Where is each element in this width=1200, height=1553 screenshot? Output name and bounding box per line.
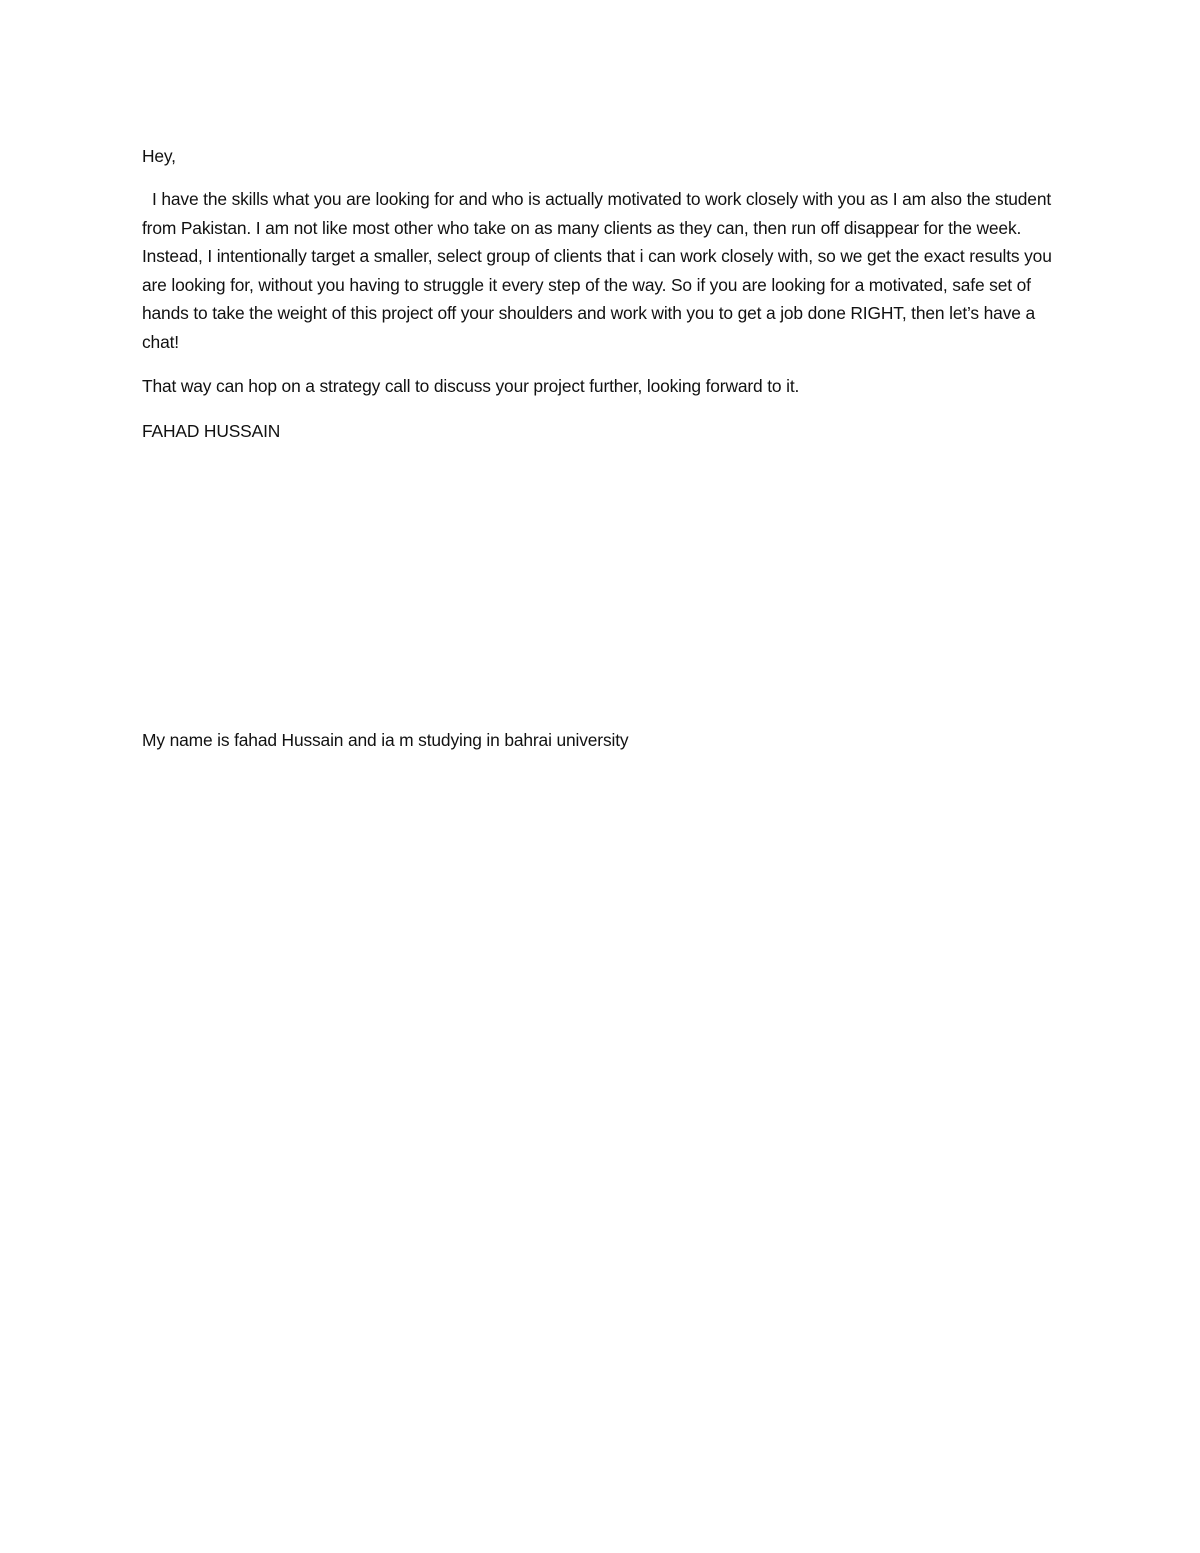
signature-text: FAHAD HUSSAIN	[142, 421, 281, 441]
greeting-text: Hey,	[142, 146, 176, 166]
body-paragraph: I have the skills what you are looking for and who is actually motivated to work closely with you as I am also the student from Pakistan. I am not like most other who take on as many clients as they can, then run off disappear for the week. Instead, I intentionally target a smaller, select group of clients that i can work closely with, so we get the exact results you are looking for, without you having to struggle it every step of the way. So if you are looking for a motivated, safe set of hands to take the weight of this project off your shoulders and work with you to get a job done RIGHT, then let’s have a chat!	[142, 189, 1052, 352]
closing-paragraph: That way can hop on a strategy call to discuss your project further, looking forward to it.	[142, 376, 800, 396]
note-text: My name is fahad Hussain and ia m studying in bahrai university	[142, 730, 629, 750]
